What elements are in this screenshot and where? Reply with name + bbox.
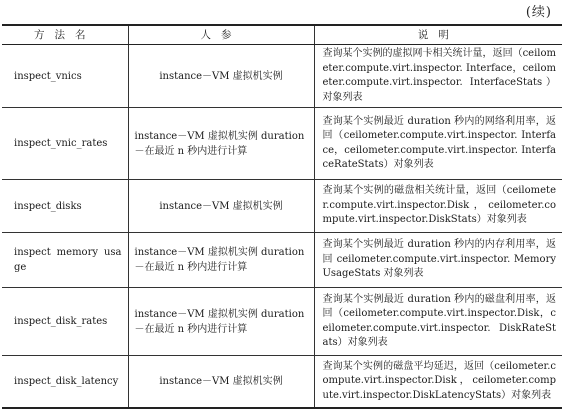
description-cell: 查询某个实例的磁盘平均延迟，返回（ceilometer.compute.virt.inspector.Disk，ceilometer.compute.virt.inspector.DiskLatencyStats）对象列表 [314,356,562,408]
table-row [2,356,562,408]
param-cell: instance－VM 虚拟机实例 duration－在最近 n 秒内进行计算 [128,108,314,180]
header-method-name: 方法名 [2,25,128,45]
param-cell: instance－VM 虚拟机实例 duration－在最近 n 秒内进行计算 [128,288,314,356]
header-description: 说明 [314,25,562,45]
table-header-row [2,25,562,45]
table-row [2,233,562,288]
description-cell: 查询某个实例最近 duration 秒内的网络利用率，返回（ceilometer.compute.virt.inspector. Interface，ceilometer.compute.virt.inspector. InterfaceRateStats）对象列表 [314,108,562,180]
table-row [2,288,562,356]
table-row [2,108,562,180]
description-cell: 查询某个实例的虚拟网卡相关统计量，返回（ceilometer.compute.virt.inspector. Interface，ceilometer.compute.virt.inspector. InterfaceStats）对象列表 [314,45,562,108]
method-reference-table [2,24,562,409]
table-body [2,45,562,408]
method-cell: inspect_vnics [2,45,128,108]
param-cell: instance－VM 虚拟机实例 [128,180,314,233]
continuation-label: (续) [525,5,552,20]
param-cell: instance－VM 虚拟机实例 [128,45,314,108]
table-row [2,45,562,108]
table-row [2,180,562,233]
method-cell: inspect memory usage [2,233,128,288]
param-cell: instance－VM 虚拟机实例 [128,356,314,408]
table-header [2,25,562,45]
method-cell: inspect_disks [2,180,128,233]
header-parameters: 人参 [128,25,314,45]
description-cell: 查询某个实例最近 duration 秒内的磁盘利用率，返回（ceilometer.compute.virt.inspector.Disk，ceilometer.compute.virt.inspector. DiskRateStats）对象列表 [314,288,562,356]
param-cell: instance－VM 虚拟机实例 duration－在最近 n 秒内进行计算 [128,233,314,288]
method-cell: inspect_disk_rates [2,288,128,356]
description-cell: 查询某个实例的磁盘相关统计量，返回（ceilometer.compute.virt.inspector.Disk，ceilometer.compute.virt.inspector.DiskStats）对象列表 [314,180,562,233]
method-cell: inspect_disk_latency [2,356,128,408]
method-cell: inspect_vnic_rates [2,108,128,180]
description-cell: 查询某个实例最近 duration 秒内的内存利用率，返回 ceilometer.compute.virt.inspector. MemoryUsageStats 对象列表 [314,233,562,288]
